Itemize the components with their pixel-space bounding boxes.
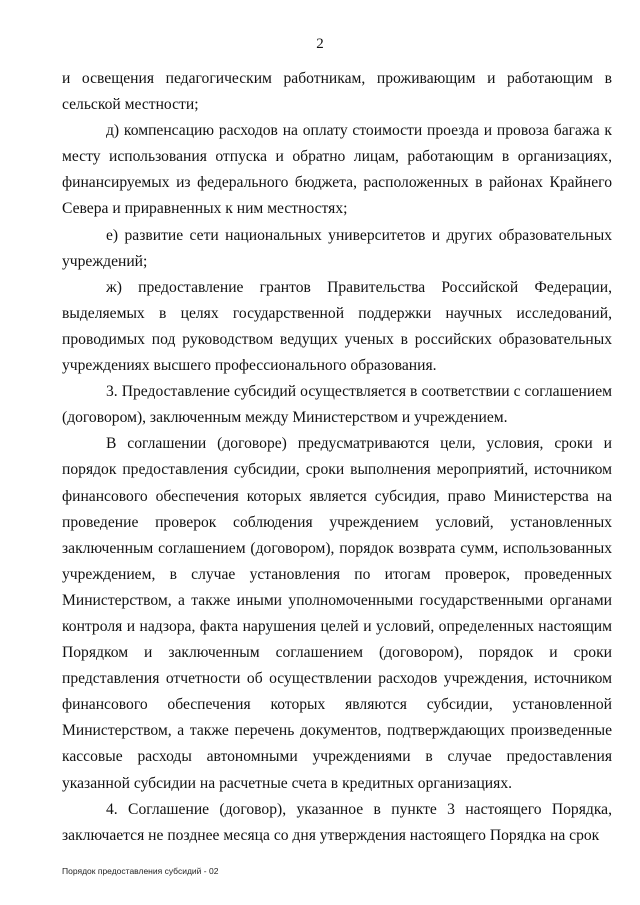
paragraph-continuation: и освещения педагогическим работникам, проживающим и работающим в сельской местности;: [62, 70, 612, 114]
paragraph-item-d: д) компенсацию расходов на оплату стоимости проезда и провоза багажа к месту использования отпуска и обратно лицам, работающим в организациях, финансируемых из федерального бюджета, расположенных в районах Крайнего Севера и приравненных к ним местностях;: [62, 122, 612, 218]
paragraph-clause-4: 4. Соглашение (договор), указанное в пункте 3 настоящего Порядка, заключается не позднее месяца со дня утверждения настоящего Порядка на срок: [62, 800, 612, 844]
paragraph-item-zh: ж) предоставление грантов Правительства Российской Федерации, выделяемых в целях государственной поддержки научных исследований, проводимых под руководством ведущих ученых в российских образовательных учреждениях высшего профессионального образования.: [62, 278, 612, 375]
page-footer: Порядок предоставления субсидий - 02: [62, 866, 219, 876]
paragraph-item-e: е) развитие сети национальных университетов и других образовательных учреждений;: [62, 226, 612, 270]
page-number: 2: [316, 36, 324, 52]
paragraph-clause-3: 3. Предоставление субсидий осуществляется в соответствии с соглашением (договором), заключенным между Министерством и учреждением.: [62, 383, 612, 427]
document-body: [62, 66, 612, 849]
paragraph-agreement-terms: В соглашении (договоре) предусматриваются цели, условия, сроки и порядок предоставления субсидии, сроки выполнения мероприятий, источником финансового обеспечения которых является субсидия, право Министерства на проведение проверок соблюдения учреждением условий, установленных заключенным соглашением (договором), порядок возврата сумм, использованных учреждением, в случае установления по итогам проверок, проведенных Министерством, а также иными уполномоченными государственными органами контроля и надзора, факта нарушения целей и условий, определенных настоящим Порядком и заключенным соглашением (договором), порядок и сроки представления отчетности об осуществлении расходов учреждения, источником финансового обеспечения которых являются субсидии, установленной Министерством, а также перечень документов, подтверждающих произведенные кассовые расходы автономными учреждениями в случае предоставления указанной субсидии на расчетные счета в кредитных организациях.: [62, 435, 612, 792]
